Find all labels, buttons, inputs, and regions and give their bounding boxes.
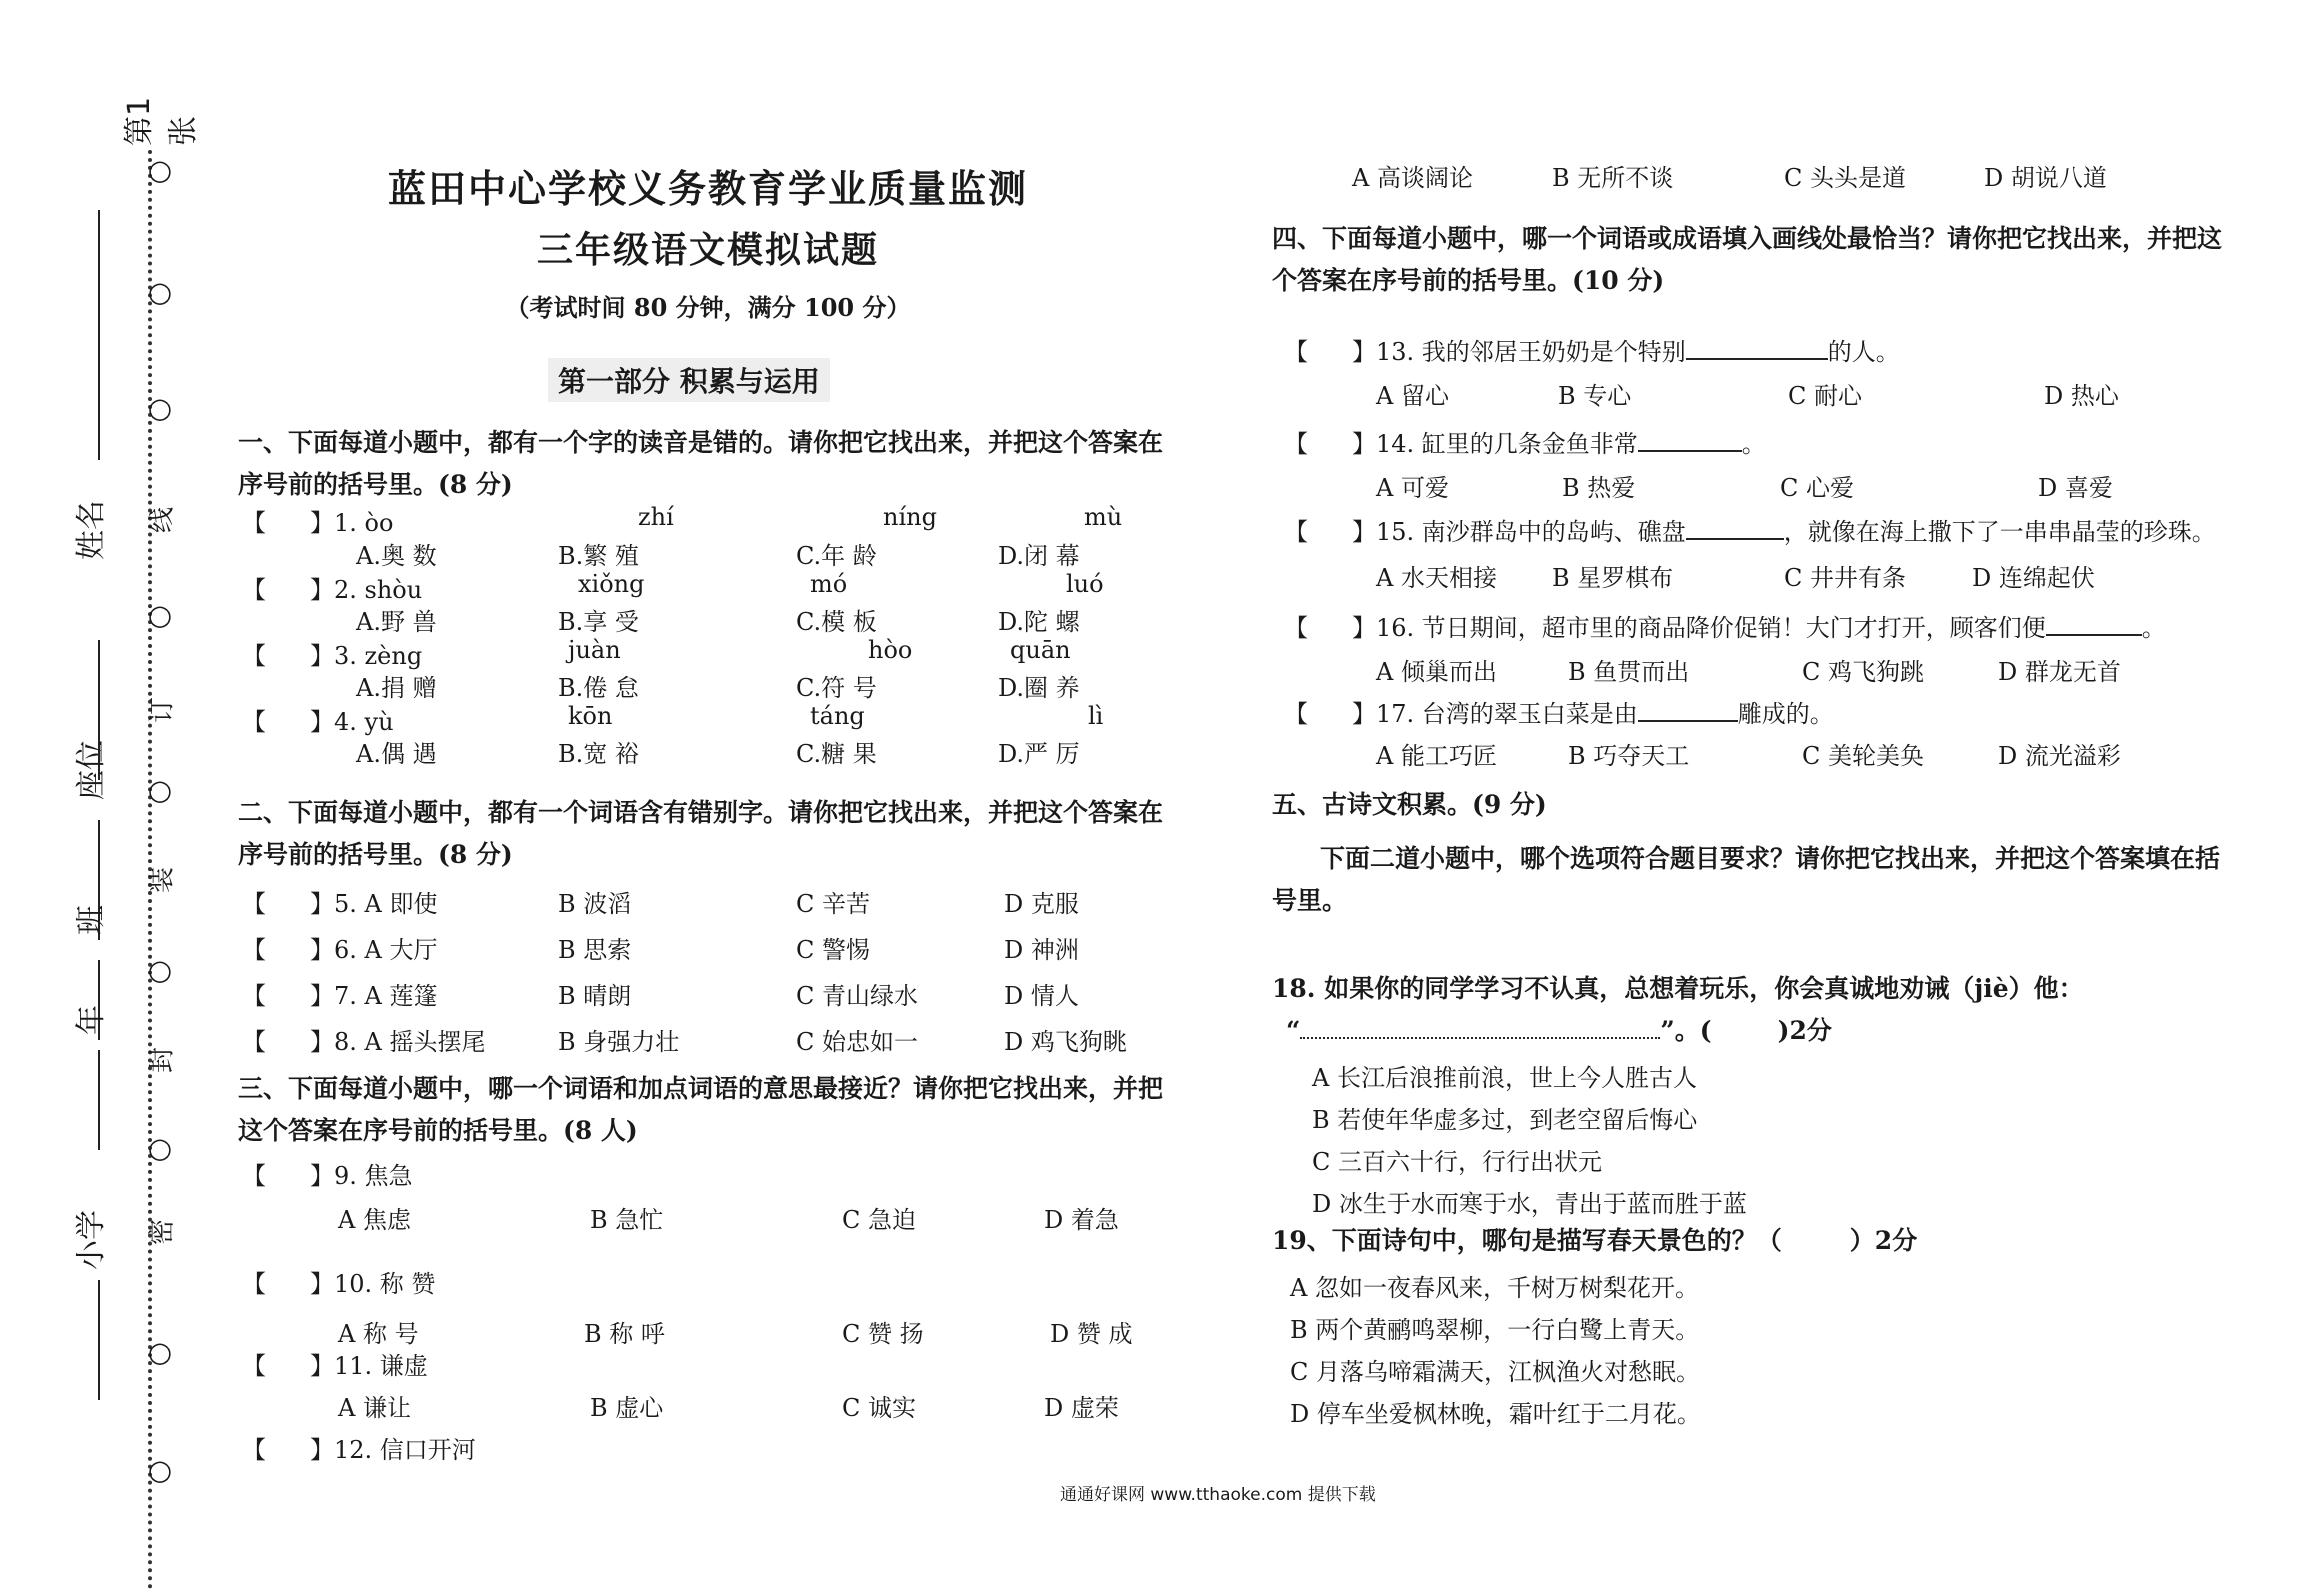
option: D.闭 幕 (998, 542, 1080, 570)
option: D 喜爱 (2038, 474, 2113, 502)
section-5-title: 五、古诗文积累。(9 分) (1272, 790, 1547, 819)
option: C.年 龄 (796, 542, 877, 570)
option: A.捐 赠 (356, 674, 437, 702)
option: B 称 呼 (584, 1320, 665, 1348)
name-label: 姓名 (74, 500, 109, 560)
answer-bracket: 【 (242, 1162, 266, 1190)
pinyin: táng (810, 702, 865, 730)
answer-bracket: 【 (242, 576, 266, 604)
option: B.宽 裕 (558, 740, 639, 768)
margin-char-feng: 封 (147, 1046, 178, 1074)
option: C 赞 扬 (842, 1320, 924, 1348)
answer-bracket: 【 (242, 890, 266, 918)
school-line-2 (98, 1280, 100, 1400)
item-17: 】17. 台湾的翠玉白菜是由 雕成的。 (1352, 700, 1834, 728)
option: C 警惕 (796, 936, 870, 964)
exam-info: （考试时间 80 分钟，满分 100 分） (505, 293, 911, 322)
answer-bracket: 【 (1284, 700, 1308, 728)
option: A 谦让 (338, 1394, 411, 1422)
item-15: 】15. 南沙群岛中的岛屿、礁盘 ，就像在海上撒下了一串串晶莹的珍珠。 (1352, 518, 2216, 546)
margin-circle: ○ (147, 1453, 173, 1487)
section-4-title: 四、下面每道小题中，哪一个词语或成语填入画线处最恰当？请你把它找出来，并把这个答案在序号前的括号里。(10 分) (1272, 224, 2223, 295)
answer-bracket: 【 (242, 982, 266, 1010)
option: B 两个黄鹂鸣翠柳，一行白鹭上青天。 (1290, 1316, 1700, 1344)
margin-circle: ○ (147, 773, 173, 807)
pinyin: juàn (568, 636, 621, 664)
item-2-number: 】2. shòu (310, 576, 423, 604)
option: B 晴朗 (558, 982, 632, 1010)
option: A 高谈阔论 (1352, 164, 1473, 192)
margin-char-ding: 订 (147, 696, 178, 724)
answer-bracket: 【 (242, 642, 266, 670)
option: C.糖 果 (796, 740, 877, 768)
option: A 焦虑 (338, 1206, 411, 1234)
option: B 若使年华虚多过，到老空留后悔心 (1312, 1106, 1698, 1134)
pinyin: quān (1010, 636, 1071, 664)
option: C 青山绿水 (796, 982, 918, 1010)
option: D 群龙无首 (1998, 658, 2121, 686)
option: C 头头是道 (1784, 164, 1906, 192)
left-column (238, 0, 1178, 1595)
item-3-number: 】3. zèng (310, 642, 423, 670)
margin-circle: ○ (147, 391, 173, 425)
option: A 称 号 (338, 1320, 419, 1348)
option: B 星罗棋布 (1552, 564, 1674, 592)
option: B 思索 (558, 936, 632, 964)
margin-char-xian: 线 (147, 506, 178, 534)
option: C 辛苦 (796, 890, 870, 918)
option: A 倾巢而出 (1376, 658, 1497, 686)
answer-bracket: 【 (242, 1028, 266, 1056)
option: C 三百六十行，行行出状元 (1312, 1148, 1602, 1176)
item-14: 】14. 缸里的几条金鱼非常 。 (1352, 430, 1766, 458)
margin-circle: ○ (147, 1131, 173, 1165)
option: C 急迫 (842, 1206, 916, 1234)
margin-circle: ○ (147, 598, 173, 632)
option: D 胡说八道 (1984, 164, 2107, 192)
option: C.模 板 (796, 608, 877, 636)
margin-circle: ○ (147, 153, 173, 187)
option: A 长江后浪推前浪，世上今人胜古人 (1312, 1064, 1697, 1092)
item-16: 】16. 节日期间，超市里的商品降价促销！大门才打开，顾客们便 。 (1352, 614, 2166, 642)
option: B.享 受 (558, 608, 639, 636)
option: D 神洲 (1004, 936, 1079, 964)
pinyin: luó (1066, 570, 1104, 598)
exam-title: 蓝田中心学校义务教育学业质量监测 (387, 167, 1028, 211)
option: D 停车坐爱枫林晚，霜叶红于二月花。 (1290, 1400, 1701, 1428)
binding-margin (0, 0, 220, 1595)
answer-bracket: 【 (1284, 430, 1308, 458)
right-column (1272, 0, 2232, 1595)
question-19: 19、下面诗句中，哪句是描写春天景色的？（ ）2分 (1272, 1226, 1918, 1255)
option: A.野 兽 (356, 608, 437, 636)
option: D 鸡飞狗眺 (1004, 1028, 1127, 1056)
option: C 美轮美奂 (1802, 742, 1924, 770)
item-4-number: 】4. yù (310, 708, 394, 736)
margin-circle: ○ (147, 953, 173, 987)
pinyin: kōn (568, 702, 613, 730)
option: D 赞 成 (1050, 1320, 1133, 1348)
option: B.繁 殖 (558, 542, 639, 570)
option: C 耐心 (1788, 382, 1862, 410)
item-1-number: 】1. òo (310, 509, 394, 537)
option: A 忽如一夜春风来，千树万树梨花开。 (1290, 1274, 1699, 1302)
option: A 可爱 (1376, 474, 1449, 502)
margin-char-zhuang: 装 (147, 866, 178, 894)
option: A 能工巧匠 (1376, 742, 1497, 770)
option: B 波滔 (558, 890, 632, 918)
option: D.圈 养 (998, 674, 1080, 702)
part-heading: 第一部分 积累与运用 (548, 358, 830, 402)
pinyin: hòo (868, 636, 913, 664)
option: C 心爱 (1780, 474, 1854, 502)
option: B 虚心 (590, 1394, 664, 1422)
question-18: 18. 如果你的同学学习不认真，总想着玩乐，你会真诚地劝诫（jiè）他： (1272, 974, 2084, 1003)
grade-label: 年 (74, 1005, 109, 1035)
item-9: 】9. 焦急 (310, 1162, 413, 1190)
option: D 热心 (2044, 382, 2119, 410)
option: D 连绵起伏 (1972, 564, 2095, 592)
option: B 无所不谈 (1552, 164, 1674, 192)
option: B.倦 怠 (558, 674, 639, 702)
option: C 井井有条 (1784, 564, 1906, 592)
margin-circle: ○ (147, 275, 173, 309)
option: B 鱼贯而出 (1568, 658, 1690, 686)
option: D 冰生于水而寒于水，青出于蓝而胜于蓝 (1312, 1190, 1747, 1218)
margin-sheet-label: 第1张 (122, 96, 201, 146)
option: A 留心 (1376, 382, 1449, 410)
option: B 急忙 (590, 1206, 664, 1234)
exam-subtitle: 三年级语文模拟试题 (536, 230, 879, 271)
section-2-title: 二、下面每道小题中，都有一个词语含有错别字。请你把它找出来，并把这个答案在序号前的括号里。(8 分) (238, 798, 1164, 869)
item-12: 】12. 信口开河 (310, 1436, 476, 1464)
name-line (98, 210, 100, 460)
item-5: 】5. A 即使 (310, 890, 438, 918)
option: D 着急 (1044, 1206, 1119, 1234)
item-10: 】10. 称 赞 (310, 1270, 436, 1298)
answer-bracket: 【 (242, 708, 266, 736)
item-8: 】8. A 摇头摆尾 (310, 1028, 486, 1056)
answer-bracket: 【 (242, 1352, 266, 1380)
section-3-title: 三、下面每道小题中，哪一个词语和加点词语的意思最接近？请你把它找出来，并把这个答案在序号前的括号里。(8 人) (238, 1074, 1164, 1145)
section-5-intro: 下面二道小题中，哪个选项符合题目要求？请你把它找出来，并把这个答案填在括号里。 (1272, 844, 2221, 915)
item-7: 】7. A 莲篷 (310, 982, 438, 1010)
option: B 热爱 (1562, 474, 1636, 502)
option: B 专心 (1558, 382, 1632, 410)
pinyin: mó (810, 570, 848, 598)
option: D 流光溢彩 (1998, 742, 2121, 770)
option: A.偶 遇 (356, 740, 437, 768)
option: C.符 号 (796, 674, 877, 702)
question-18-answer-line: “ ”。( )2分 (1286, 1016, 1832, 1045)
option: D.严 厉 (998, 740, 1080, 768)
margin-char-mi: 密 (147, 1218, 178, 1246)
answer-bracket: 【 (242, 936, 266, 964)
pinyin: mù (1084, 503, 1123, 531)
option: B 身强力壮 (558, 1028, 680, 1056)
footer-credit: 通通好课网 www.tthaoke.com 提供下载 (1060, 1485, 1376, 1505)
answer-bracket: 【 (1284, 614, 1308, 642)
option: D 克服 (1004, 890, 1079, 918)
answer-bracket: 【 (242, 1270, 266, 1298)
pinyin: níng (883, 503, 937, 531)
item-13: 】13. 我的邻居王奶奶是个特别 的人。 (1352, 338, 1900, 366)
option: A.奥 数 (356, 542, 437, 570)
option: C 月落乌啼霜满天，江枫渔火对愁眠。 (1290, 1358, 1700, 1386)
item-6: 】6. A 大厅 (310, 936, 438, 964)
margin-circle: ○ (147, 1335, 173, 1369)
pinyin: zhí (638, 503, 674, 531)
seat-label: 座位 (74, 740, 109, 800)
option: B 巧夺天工 (1568, 742, 1690, 770)
option: D.陀 螺 (998, 608, 1080, 636)
option: D 虚荣 (1044, 1394, 1119, 1422)
answer-bracket: 【 (1284, 338, 1308, 366)
school-line (98, 1050, 100, 1150)
pinyin: lì (1088, 702, 1104, 730)
option: D 情人 (1004, 982, 1079, 1010)
school-label: 小学 (74, 1210, 109, 1270)
option: C 诚实 (842, 1394, 916, 1422)
answer-bracket: 【 (1284, 518, 1308, 546)
option: C 鸡飞狗跳 (1802, 658, 1924, 686)
item-11: 】11. 谦虚 (310, 1352, 428, 1380)
class-label: 班 (74, 905, 109, 935)
section-1-title: 一、下面每道小题中，都有一个字的读音是错的。请你把它找出来，并把这个答案在序号前的括号里。(8 分) (238, 428, 1164, 499)
pinyin: xiǒng (578, 570, 645, 598)
answer-bracket: 【 (242, 509, 266, 537)
option: C 始忠如一 (796, 1028, 918, 1056)
answer-bracket: 【 (242, 1436, 266, 1464)
option: A 水天相接 (1376, 564, 1497, 592)
